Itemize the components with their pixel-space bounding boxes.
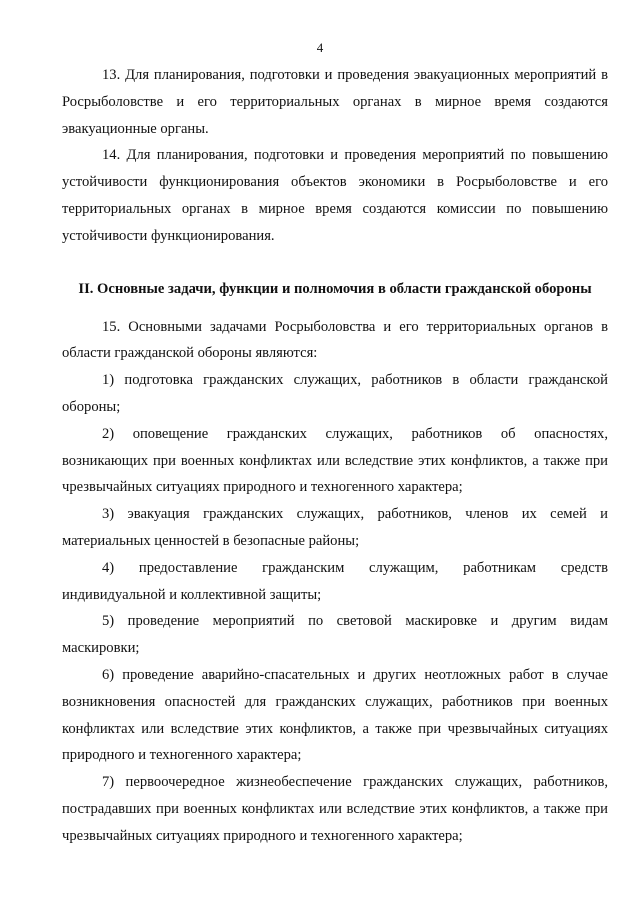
- list-item-6: 6) проведение аварийно-спасательных и других неотложных работ в случае возникновения опасностей для гражданских служащих, работников при военных конфликтах или вследствие этих конфликтов, а также при чрезвычайных ситуациях природного и техногенного характера;: [62, 666, 608, 764]
- paragraph-14: 14. Для планирования, подготовки и проведения мероприятий по повышению устойчивости функционирования объектов экономики в Росрыболовстве и его территориальных органах в мирное время создаются комиссии по повышению устойчивости функционирования.: [62, 147, 608, 244]
- list-item-1: 1) подготовка гражданских служащих, работников в области гражданской обороны;: [62, 372, 608, 415]
- list-item-4: 4) предоставление гражданским служащим, работникам средств индивидуальной и коллективной защиты;: [62, 559, 608, 603]
- paragraph-15: 15. Основными задачами Росрыболовства и его территориальных органов в области гражданской обороны являются:: [62, 318, 608, 362]
- list-item-7: 7) первоочередное жизнеобеспечение гражданских служащих, работников, пострадавших при военных конфликтах или вследствие этих конфликтов, а также при чрезвычайных ситуациях природного и техногенного характера;: [62, 774, 608, 844]
- section-heading: II. Основные задачи, функции и полномочия в области гражданской обороны: [78, 280, 592, 297]
- paragraph-13: 13. Для планирования, подготовки и проведения эвакуационных мероприятий в Росрыболовстве и его территориальных органах в мирное время создаются эвакуационные органы.: [62, 67, 608, 137]
- list-item-3: 3) эвакуация гражданских служащих, работников, членов их семей и материальных ценностей в безопасные районы;: [62, 506, 608, 549]
- list-item-5: 5) проведение мероприятий по световой маскировке и другим видам маскировки;: [62, 613, 608, 657]
- document-body: [62, 62, 608, 850]
- list-item-2: 2) оповещение гражданских служащих, работников об опасностях, возникающих при военных конфликтах или вследствие этих конфликтов, а также при чрезвычайных ситуациях природного и техногенного характера;: [62, 425, 608, 496]
- page-number: 4: [316, 40, 324, 55]
